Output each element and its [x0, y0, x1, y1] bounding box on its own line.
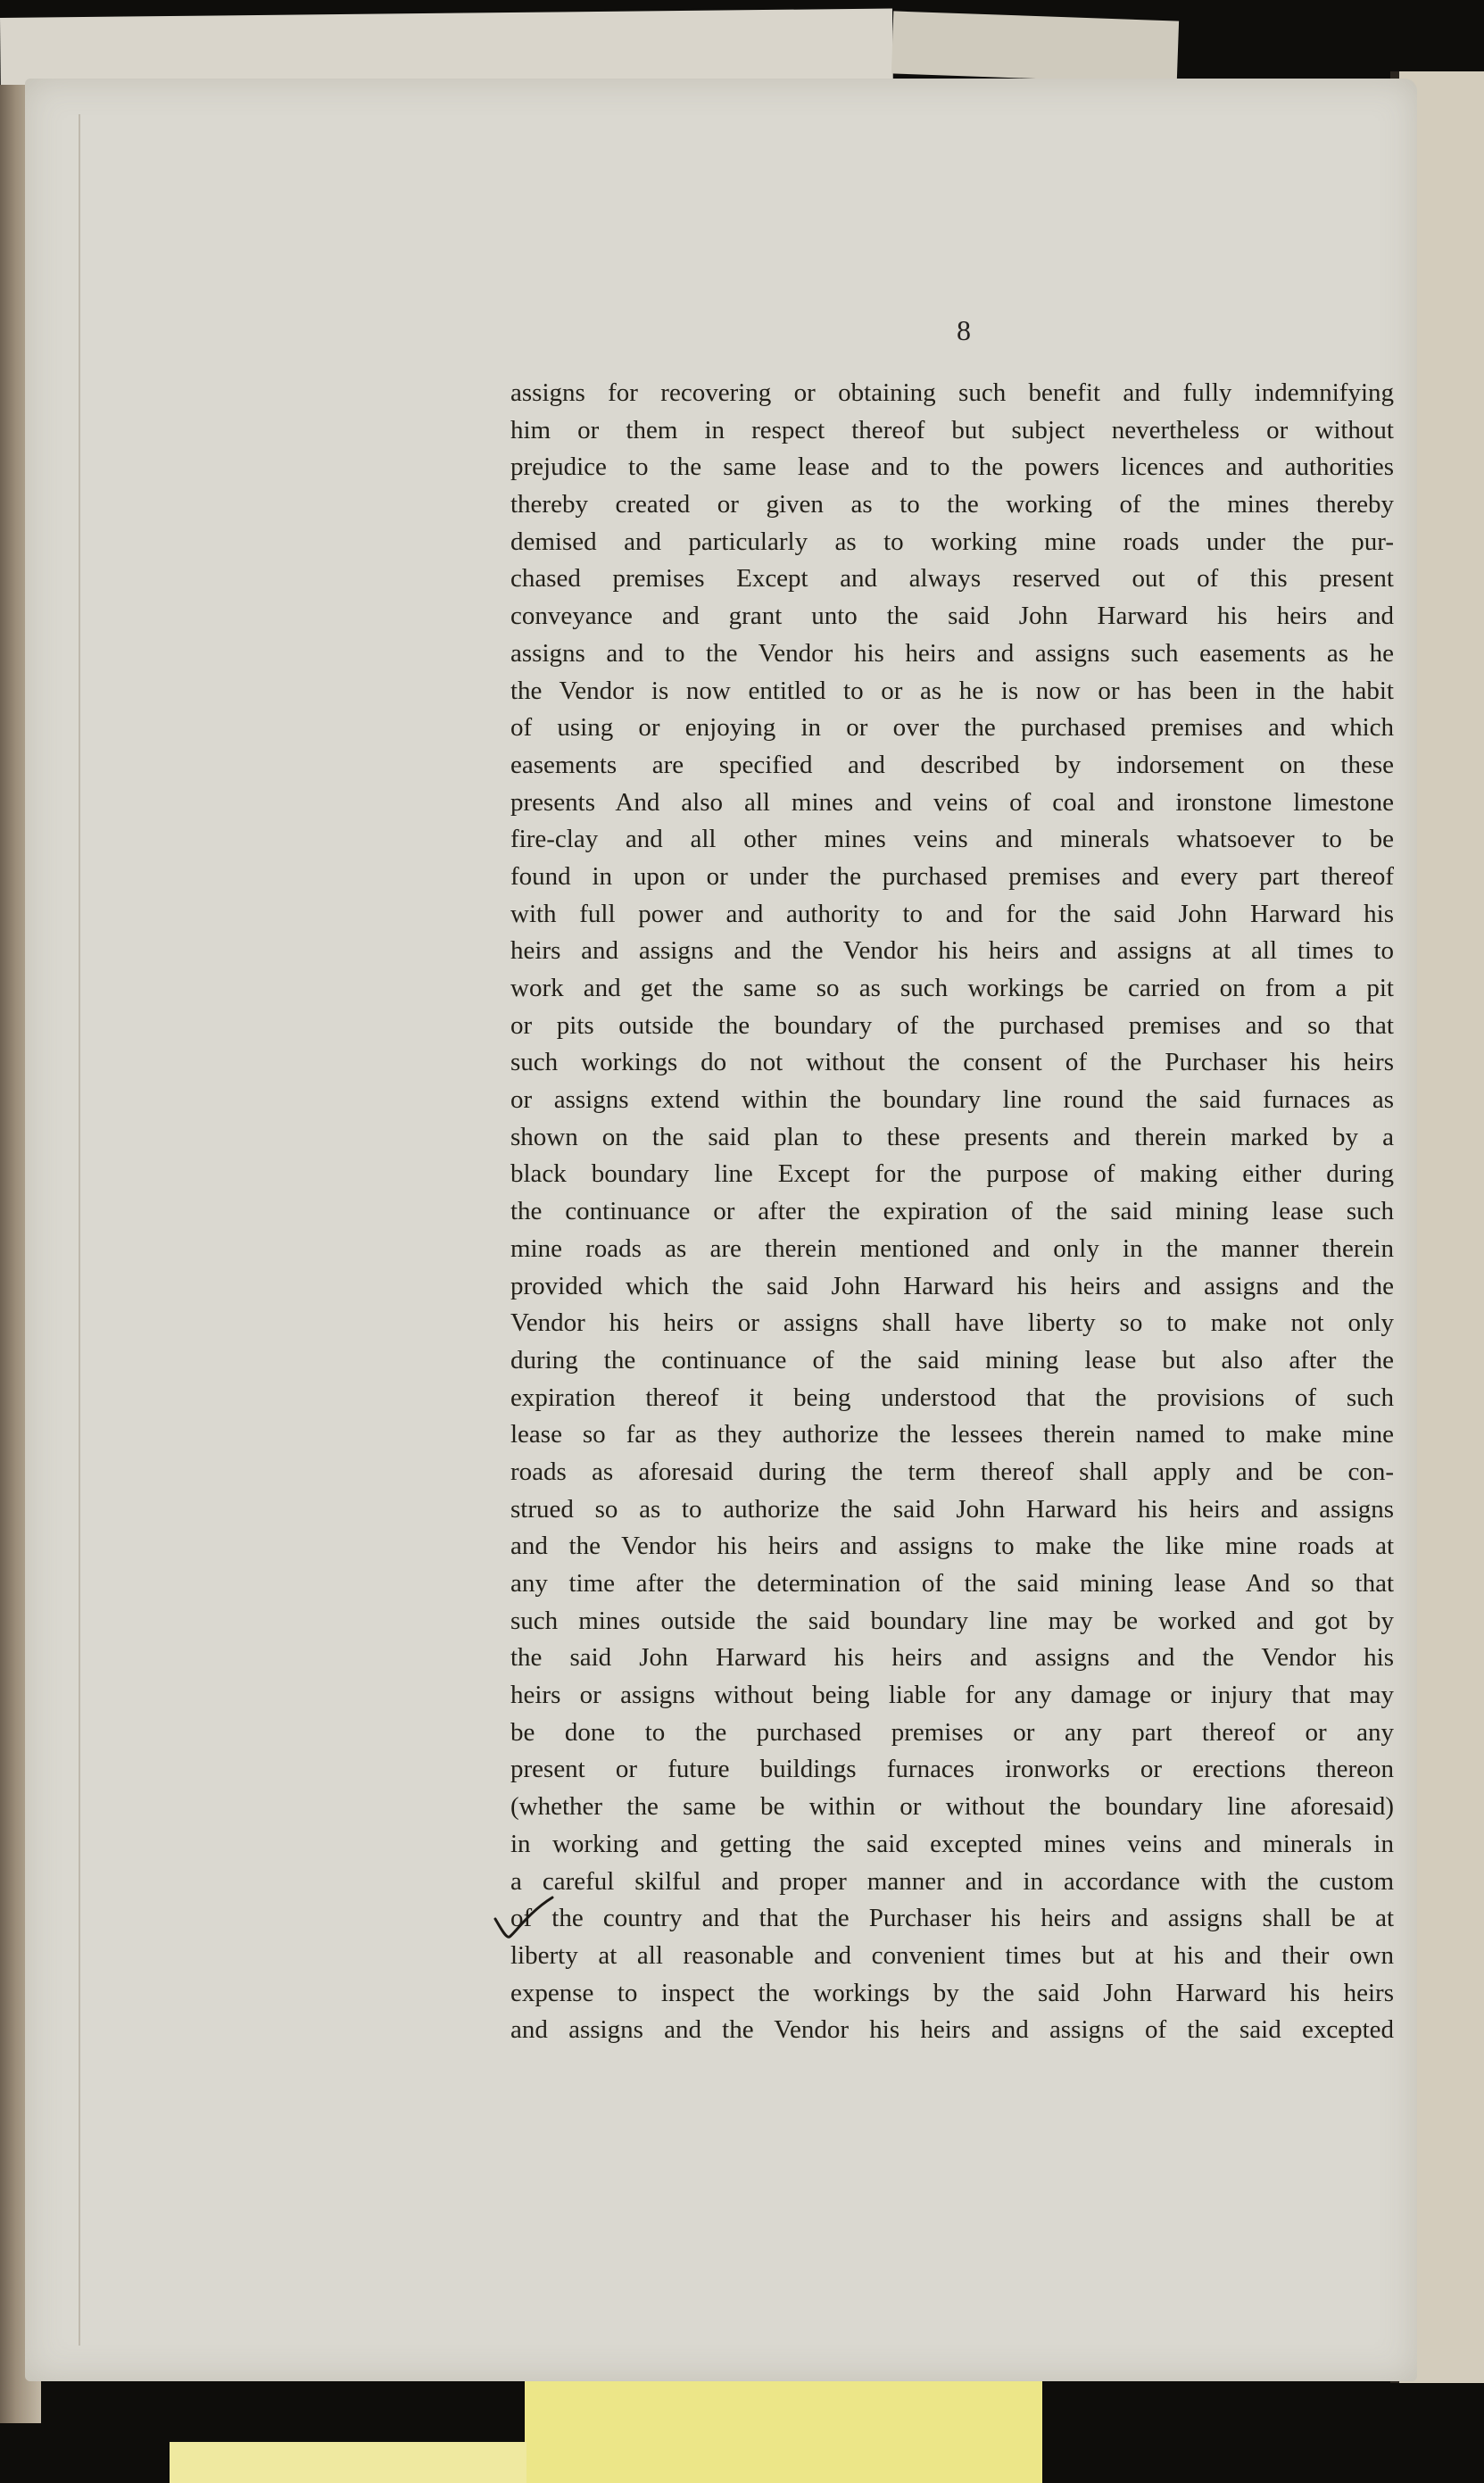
text-line: assigns for recovering or obtaining such benefit and fully indemnifying: [510, 378, 1394, 407]
sticky-note-edge: [170, 2442, 526, 2483]
text-line: liberty at all reasonable and convenient times but at his and their own: [510, 1940, 1394, 1970]
text-line: heirs and assigns and the Vendor his heirs and assigns at all times to: [510, 936, 1394, 966]
text-line: lease so far as they authorize the lessees therein named to make mine: [510, 1420, 1394, 1449]
text-line: and assigns and the Vendor his heirs and assigns of the said excepted: [510, 2015, 1394, 2045]
text-line: found in upon or under the purchased premises and every part thereof: [510, 861, 1394, 891]
text-line: demised and particularly as to working mine roads under the pur-: [510, 527, 1394, 556]
text-line: of using or enjoying in or over the purchased premises and which: [510, 713, 1394, 743]
text-line: provided which the said John Harward his heirs and assigns and the: [510, 1271, 1394, 1300]
page-rule: [79, 114, 80, 2346]
text-line: of the country and that the Purchaser his heirs and assigns shall be at: [510, 1904, 1394, 1933]
text-line: or pits outside the boundary of the purchased premises and so that: [510, 1010, 1394, 1040]
text-line: conveyance and grant unto the said John Harward his heirs and: [510, 602, 1394, 631]
text-line: Vendor his heirs or assigns shall have liberty so to make not only: [510, 1308, 1394, 1338]
text-line: work and get the same so as such workings be carried on from a pit: [510, 974, 1394, 1002]
text-line: easements are specified and described by indorsement on these: [510, 750, 1394, 779]
handwritten-check-mark: [493, 1892, 556, 1946]
text-line: heirs or assigns without being liable for any damage or injury that may: [510, 1681, 1394, 1710]
text-line: the continuance or after the expiration of the said mining lease such: [510, 1197, 1394, 1226]
text-line: expense to inspect the workings by the said John Harward his heirs: [510, 1978, 1394, 2007]
sticky-note: [525, 2381, 1042, 2483]
text-line: fire-clay and all other mines veins and minerals whatsoever to be: [510, 825, 1394, 854]
text-line: a careful skilful and proper manner and in accordance with the custom: [510, 1866, 1394, 1896]
text-line: such workings do not without the consent of the Purchaser his heirs: [510, 1048, 1394, 1077]
text-line: shown on the said plan to these presents and therein marked by a: [510, 1122, 1394, 1151]
text-line: the Vendor is now entitled to or as he is now or has been in the habit: [510, 676, 1394, 705]
text-line: the said John Harward his heirs and assigns and the Vendor his: [510, 1643, 1394, 1673]
text-line: (whether the same be within or without the boundary line aforesaid): [510, 1792, 1394, 1822]
page-number: 8: [957, 314, 971, 346]
text-line: during the continuance of the said mining lease but also after the: [510, 1345, 1394, 1374]
body-text: [510, 375, 1394, 2049]
text-line: thereby created or given as to the working of the mines thereby: [510, 490, 1394, 519]
text-line: such mines outside the said boundary line may be worked and got by: [510, 1606, 1394, 1635]
text-line: him or them in respect thereof but subject nevertheless or without: [510, 415, 1394, 444]
text-line: prejudice to the same lease and to the powers licences and authorities: [510, 453, 1394, 482]
text-line: mine roads as are therein mentioned and only in the manner therein: [510, 1233, 1394, 1263]
text-line: and the Vendor his heirs and assigns to make the like mine roads at: [510, 1532, 1394, 1561]
text-line: black boundary line Except for the purpose of making either during: [510, 1159, 1394, 1189]
text-line: present or future buildings furnaces ironworks or erections thereon: [510, 1755, 1394, 1784]
text-line: strued so as to authorize the said John Harward his heirs and assigns: [510, 1494, 1394, 1524]
text-line: assigns and to the Vendor his heirs and assigns such easements as he: [510, 638, 1394, 668]
paper-scrap: [891, 11, 1179, 83]
text-line: roads as aforesaid during the term thereof shall apply and be con-: [510, 1457, 1394, 1486]
text-line: presents And also all mines and veins of coal and ironstone limestone: [510, 787, 1394, 817]
text-line: in working and getting the said excepted mines veins and minerals in: [510, 1829, 1394, 1858]
text-line: any time after the determination of the said mining lease And so that: [510, 1569, 1394, 1598]
text-line: chased premises Except and always reserved out of this present: [510, 564, 1394, 594]
text-line: with full power and authority to and for the said John Harward his: [510, 899, 1394, 928]
text-line: be done to the purchased premises or any part thereof or any: [510, 1717, 1394, 1747]
text-line: expiration thereof it being understood that the provisions of such: [510, 1383, 1394, 1412]
text-line: or assigns extend within the boundary line round the said furnaces as: [510, 1085, 1394, 1115]
